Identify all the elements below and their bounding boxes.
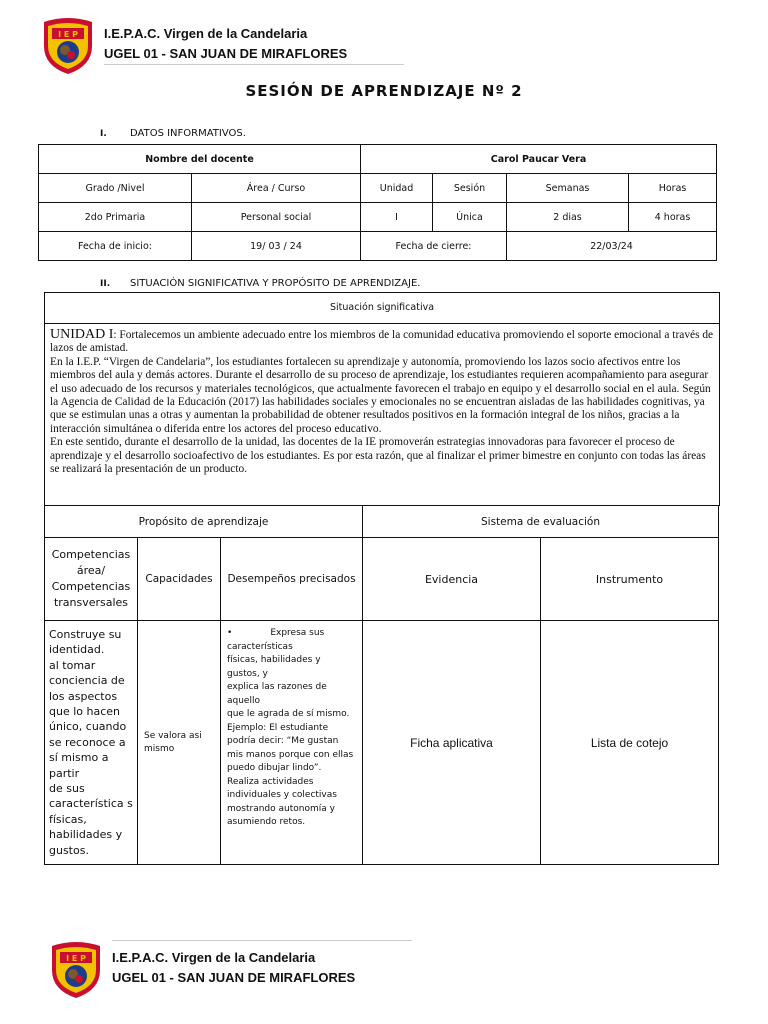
school-name: I.E.P.A.C. Virgen de la Candelaria — [104, 26, 308, 41]
evaluacion-head: Sistema de evaluación — [363, 506, 719, 538]
school-name-bottom: I.E.P.A.C. Virgen de la Candelaria — [112, 950, 316, 965]
situacion-box — [44, 292, 720, 506]
instrumento-value: Lista de cotejo — [541, 621, 719, 865]
col-capacidades: Capacidades — [138, 538, 221, 621]
docente-value: Carol Paucar Vera — [361, 145, 717, 174]
col-desempenos: Desempeños precisados — [221, 538, 363, 621]
section-1-number: I. — [100, 129, 107, 139]
header-rule-bottom — [112, 940, 412, 941]
page-title: SESIÓN DE APRENDIZAJE Nº 2 — [245, 82, 523, 100]
docente-label: Nombre del docente — [39, 145, 361, 174]
col-evidencia: Evidencia — [363, 538, 541, 621]
proposito-head: Propósito de aprendizaje — [45, 506, 363, 538]
col-instrumento: Instrumento — [541, 538, 719, 621]
header-top — [40, 16, 380, 80]
semanas-label: Semanas — [507, 174, 629, 203]
unidad-word: UNIDAD I — [50, 327, 114, 342]
desempeno-first-line — [227, 627, 356, 641]
desempeno-text-2: características físicas, habilidades y gustos, y explica las razones de aquello que le agrada de sí mismo. Ejemplo: El estudiante podría decir: “Me gustan mis manos porque con ellas puedo dibujar lindo”. Realiza actividades individuales y colectivas mostrando autonomía y asumiendo retos. — [227, 641, 354, 827]
situacion-p2: En la I.E.P. “Virgen de Candelaria”, los estudiantes fortalecen su aprendizaje y autonomía, promoviendo los lazos socio afectivos entre los miembros del aula y demás actores. Durante el desarrollo de su proceso de aprendizaje, los estudiantes requieren acompañamiento para asegurar el uso adecuado de los recursos y materiales tecnológicos, que actualmente favorecen el trabajo en equipo y el desarrollo social en el aula. Según la Agencia de Calidad de la Educación (2017) las habilidades sociales y emocionales no se encuentran aisladas de las habilidades cognitivas, ya que se estimulan unas a otras y aumentan la probabilidad de obtener resultados positivos en la formación integral de los niños, gracias a la interacción simultánea o diferida entre los actores del proceso educativo. — [50, 355, 711, 435]
inicio-label: Fecha de inicio: — [39, 232, 192, 261]
area-value: Personal social — [192, 203, 361, 232]
bullet-icon: • — [227, 628, 233, 638]
situacion-body — [45, 324, 719, 480]
situacion-p1 — [50, 328, 714, 356]
school-logo-icon — [48, 940, 104, 1000]
grado-label: Grado /Nivel — [39, 174, 192, 203]
section-2-number: II. — [100, 279, 111, 289]
situacion-p3: En este sentido, durante el desarrollo de la unidad, las docentes de la IE promoverán estrategias innovadoras para favorecer el proceso de aprendizaje y el desarrollo socioafectivo de los estudiantes. Es por esta razón, que al finalizar el primer bimestre en conjunto con todas las áreas se realizará la presentación de un producto. — [50, 436, 706, 476]
area-label: Área / Curso — [192, 174, 361, 203]
ugel-name-bottom: UGEL 01 - SAN JUAN DE MIRAFLORES — [112, 970, 356, 985]
section-1-label: DATOS INFORMATIVOS. — [130, 128, 246, 139]
ugel-name: UGEL 01 - SAN JUAN DE MIRAFLORES — [104, 46, 348, 61]
grado-value: 2do Primaria — [39, 203, 192, 232]
section-2-label: SITUACIÓN SIGNIFICATIVA Y PROPÓSITO DE APRENDIZAJE. — [130, 278, 421, 289]
sesion-value: Única — [433, 203, 507, 232]
evidencia-value: Ficha aplicativa — [363, 621, 541, 865]
desempeno-text-1: Expresa sus — [270, 628, 325, 638]
header-bottom — [48, 940, 388, 1004]
section-1-heading — [100, 128, 246, 139]
unidad-value: I — [361, 203, 433, 232]
cierre-value: 22/03/24 — [507, 232, 717, 261]
info-table — [38, 144, 717, 261]
situacion-p1-text: : Fortalecemos un ambiente adecuado entre los miembros de la comunidad educativa promoviendo el soporte emocional a través de lazos de amistad. — [50, 329, 714, 355]
competencia-text: Construye su identidad. al tomar conciencia de los aspectos que lo hacen único, cuando se reconoce a sí mismo a partir de sus característica s físicas, habilidades y gustos. — [45, 621, 138, 865]
logo-text: I E P — [66, 954, 86, 963]
horas-value: 4 horas — [629, 203, 717, 232]
sesion-label: Sesión — [433, 174, 507, 203]
desempenos-cell — [221, 621, 363, 865]
logo-text: I E P — [58, 30, 78, 39]
situacion-head: Situación significativa — [45, 293, 719, 324]
horas-label: Horas — [629, 174, 717, 203]
inicio-value: 19/ 03 / 24 — [192, 232, 361, 261]
unidad-label: Unidad — [361, 174, 433, 203]
capacidad-text: Se valora asi mismo — [138, 621, 221, 865]
proposito-table — [44, 505, 719, 865]
col-competencias: Competencias área/ Competencias transversales — [45, 538, 138, 621]
cierre-label: Fecha de cierre: — [361, 232, 507, 261]
header-rule — [104, 64, 404, 65]
school-logo-icon — [40, 16, 96, 76]
semanas-value: 2 dias — [507, 203, 629, 232]
section-2-heading — [100, 278, 420, 289]
